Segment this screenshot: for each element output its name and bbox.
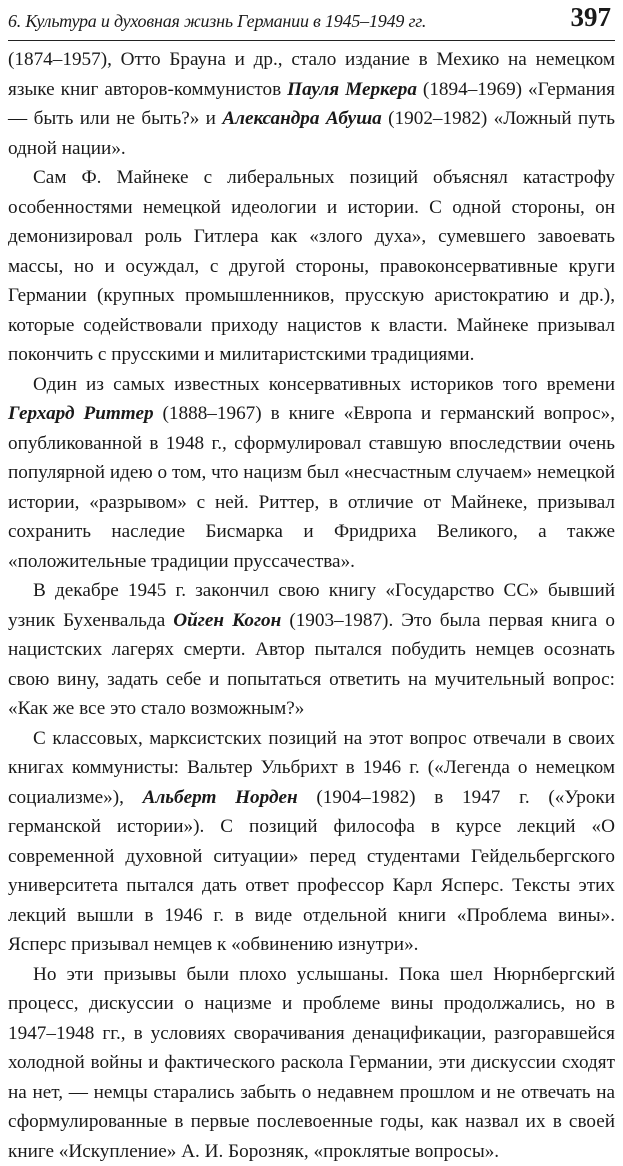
text-run: (1888–1967) в книге «Европа и германский вопрос», опубликованной в 1948 г., сформулировал ставшую впоследствии очень популярной идею о том, что нацизм был «несчастным случаем» немецкой истории, «разрывом» с ней. Риттер, в отличие от Майнеке, призывал сохранить наследие Бисмарка и Фридриха Великого, а также «положительные традиции пруссачества». — [8, 403, 615, 572]
person-name: Ойген Когон — [173, 610, 281, 631]
person-name: Пауля Меркера — [287, 79, 417, 100]
text-run: (1874–1957), Отто Брауна и др., стало издание в Мехико на немецком языке книг авторов-коммунистов — [8, 49, 615, 100]
paragraph-3 — [8, 370, 615, 577]
text-run: (1904–1982) в 1947 г. («Уроки германской истории»). С позиций философа в курсе лекций «О современной духовной ситуации» перед студентами Гейдельбергского университета пытался дать ответ профессор Карл Ясперс. Тексты этих лекций вышли в 1946 г. в виде отдельной книги «Проблема вины». Ясперс призывал немцев к «обвинению изнутри». — [8, 787, 615, 956]
paragraph-5 — [8, 724, 615, 960]
page-number: 397 — [571, 2, 612, 33]
text-run: Но эти призывы были плохо услышаны. Пока шел Нюрнбергский процесс, дискуссии о нацизме и проблеме вины продолжались, но в 1947–1948 гг., в условиях сворачивания денацификации, разгоравшейся холодной войны и фактического раскола Германии, эти дискуссии сходят на нет, — немцы старались забыть о недавнем прошлом и не отвечать на сформулированные в первые послевоенные годы, как назвал их в своей книге «Искупление» А. И. Борозняк, «проклятые вопросы». — [8, 964, 615, 1162]
person-name: Александра Абуша — [222, 108, 381, 129]
paragraph-1 — [8, 45, 615, 163]
text-run: С классовых, марксистских позиций на этот вопрос отвечали в своих книгах коммунисты: Вальтер Ульбрихт в 1946 г. («Легенда о немецком социализме»), — [8, 728, 615, 808]
person-name: Герхард Риттер — [8, 403, 154, 424]
paragraph-2 — [8, 163, 615, 370]
text-run: (1894–1969) «Германия — быть или не быть?» и — [8, 79, 615, 130]
text-run: Один из самых известных консервативных историков того времени — [33, 374, 615, 395]
running-title: 6. Культура и духовная жизнь Германии в 1945–1949 гг. — [8, 11, 426, 32]
text-run: В декабре 1945 г. закончил свою книгу «Государство СС» бывший узник Бухенвальда — [8, 580, 615, 631]
body-text — [8, 45, 615, 1166]
text-run: (1903–1987). Это была первая книга о нацистских лагерях смерти. Автор пытался побудить немцев осознать свою вину, задать себе и попытаться ответить на мучительный вопрос: «Как же все это стало возможным?» — [8, 610, 615, 720]
running-header — [8, 0, 615, 41]
paragraph-6 — [8, 960, 615, 1166]
text-run: Сам Ф. Майнеке с либеральных позиций объяснял катастрофу особенностями немецкой идеологии и истории. С одной стороны, он демонизировал роль Гитлера как «злого духа», сумевшего завоевать массы, но и осуждал, с другой стороны, правоконсервативные круги Германии (крупных промышленников, прусскую аристократию и др.), которые содействовали приходу нацистов к власти. Майнеке призывал покончить с прусскими и милитаристскими традициями. — [8, 167, 615, 365]
paragraph-4 — [8, 576, 615, 724]
text-run: (1902–1982) «Ложный путь одной нации». — [8, 108, 615, 159]
person-name: Альберт Норден — [143, 787, 298, 808]
